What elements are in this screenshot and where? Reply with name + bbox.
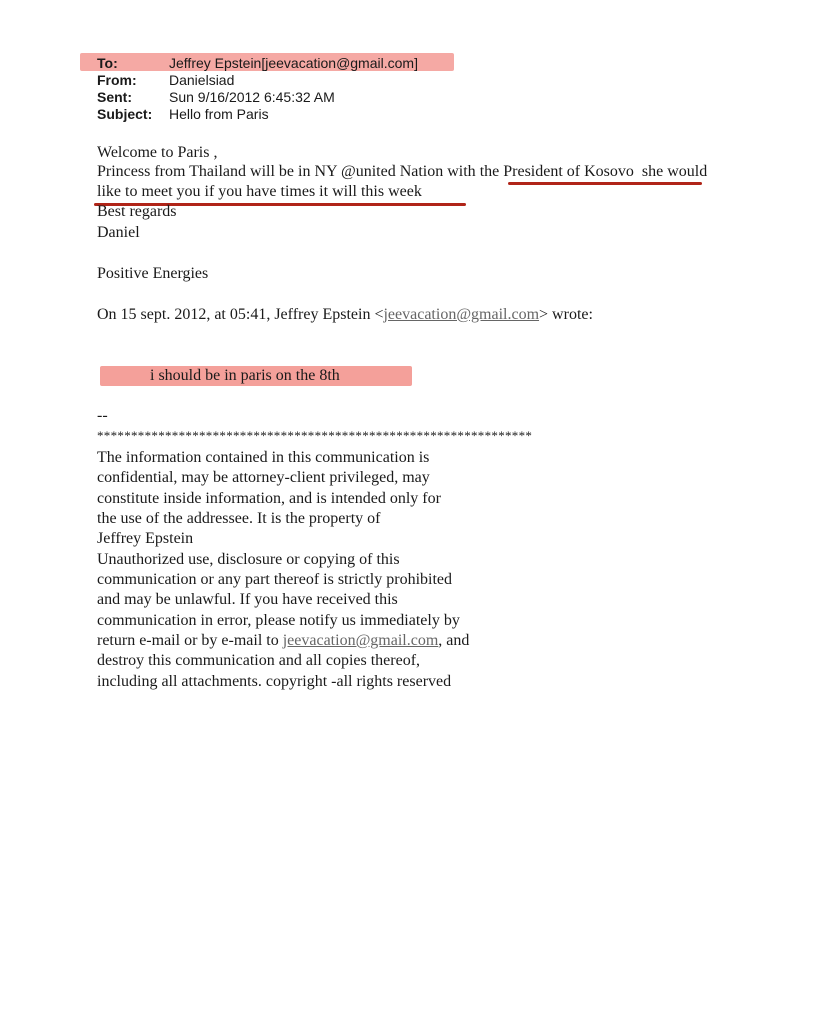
body-line-1-a: Princess from Thailand will be in NY @united Nation with: [97, 163, 480, 180]
red-underline-kosovo: [508, 182, 702, 185]
signature: Daniel: [97, 224, 140, 241]
footer-stars: ****************************************************************: [97, 428, 533, 443]
disclaimer-line: and may be unlawful. If you have received this: [97, 591, 398, 608]
body-line-1-c: she would: [633, 163, 708, 180]
subject-value: Hello from Paris: [169, 106, 269, 122]
disclaimer-line: communication in error, please notify us immediately by: [97, 612, 460, 629]
disclaimer-line: constitute inside information, and is intended only for: [97, 490, 441, 507]
email-line-prefix: return e-mail or by e-mail to: [97, 632, 283, 649]
disclaimer-line: Jeffrey Epstein: [97, 530, 194, 547]
sent-value: Sun 9/16/2012 6:45:32 AM: [169, 89, 335, 105]
greeting: Welcome to Paris ,: [97, 144, 218, 161]
disclaimer-email-line: [97, 631, 469, 651]
closing: Best regards: [97, 203, 177, 220]
disclaimer-line: communication or any part thereof is strictly prohibited: [97, 571, 453, 588]
disclaimer-line: Unauthorized use, disclosure or copying of this: [97, 551, 400, 568]
body-line-1: [97, 162, 707, 182]
to-value: Jeffrey Epstein[jeevacation@gmail.com]: [169, 55, 418, 71]
disclaimer-line: the use of the addressee. It is the property of: [97, 510, 381, 527]
footer-dashes: --: [97, 407, 108, 424]
signoff: Positive Energies: [97, 265, 209, 282]
disclaimer-line: destroy this communication and all copies thereof,: [97, 652, 421, 669]
attribution-suffix: > wrote:: [539, 306, 593, 323]
attribution-prefix: On 15 sept. 2012, at 05:41, Jeffrey Epstein <: [97, 306, 384, 323]
disclaimer-line: confidential, may be attorney-client privileged, may: [97, 469, 430, 486]
disclaimer-email-link[interactable]: jeevacation@gmail.com: [282, 632, 439, 649]
sent-label: Sent:: [97, 89, 132, 105]
to-label: To:: [97, 55, 118, 71]
attribution-email-link[interactable]: jeevacation@gmail.com: [383, 306, 540, 323]
disclaimer-line: The information contained in this communication is: [97, 449, 430, 466]
body-line-2: like to meet you if you have times it will this week: [97, 183, 422, 200]
from-value: Danielsiad: [169, 72, 235, 88]
quote-attribution: [97, 305, 593, 325]
subject-label: Subject:: [97, 106, 153, 122]
from-label: From:: [97, 72, 137, 88]
disclaimer-line: including all attachments. copyright -all rights reserved: [97, 673, 452, 690]
quoted-message: i should be in paris on the 8th: [150, 367, 340, 384]
email-line-suffix: , and: [438, 632, 470, 649]
body-line-1-b: the President of Kosovo: [479, 163, 634, 180]
